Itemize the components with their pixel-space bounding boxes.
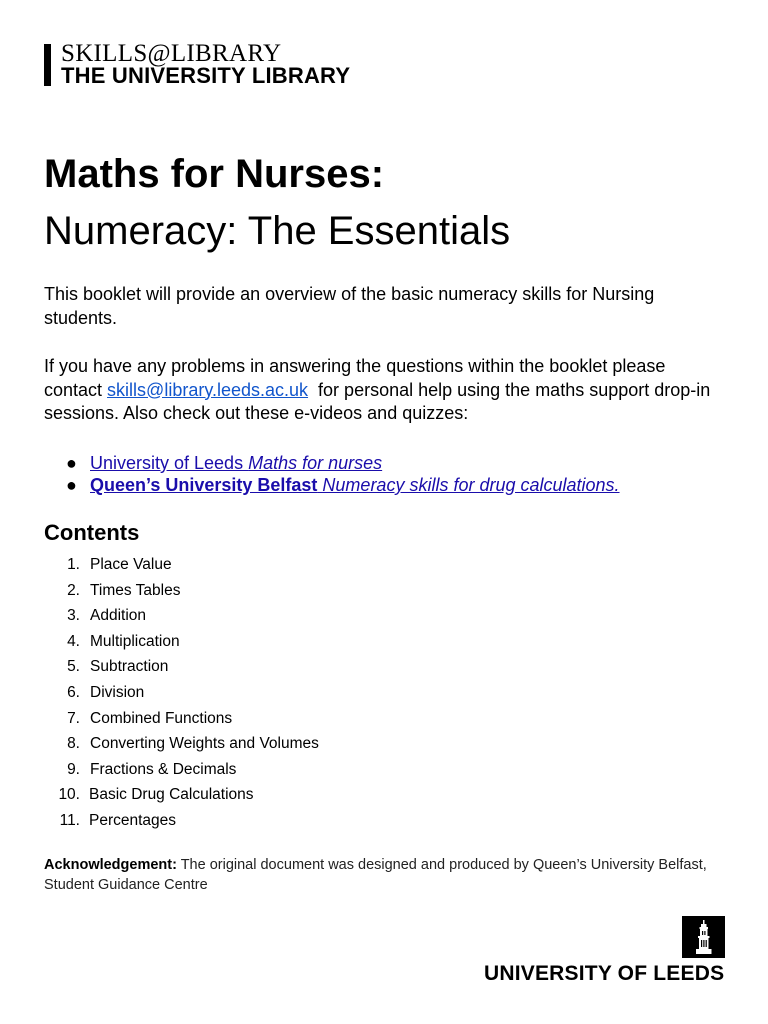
- link-title: Numeracy skills for drug calculations.: [317, 475, 620, 495]
- link-prefix: University of Leeds: [90, 453, 249, 473]
- contents-item: [44, 709, 544, 735]
- email-link[interactable]: skills@library.leeds.ac.uk: [107, 379, 309, 400]
- contents-heading: Contents: [44, 520, 140, 545]
- contents-item-number: 8.: [67, 735, 80, 753]
- contents-item-label: Multiplication: [90, 632, 180, 650]
- contact-paragraph: [44, 355, 724, 426]
- bullet-icon: ●: [66, 453, 77, 473]
- contents-item: [44, 555, 544, 581]
- contents-item-number: 2.: [67, 581, 80, 599]
- contents-item-label: Addition: [90, 607, 147, 625]
- leeds-maths-for-nurses-link[interactable]: [90, 453, 382, 473]
- contents-item-number: 9.: [67, 760, 80, 778]
- contents-item-number: 7.: [67, 709, 80, 727]
- bullet-icon: ●: [66, 475, 77, 495]
- contents-item-number: 4.: [67, 632, 80, 650]
- acknowledgement-label: Acknowledgement:: [44, 857, 177, 873]
- contents-item: [44, 632, 544, 658]
- contents-item-number: 1.: [67, 556, 80, 573]
- resource-item-qub: [44, 474, 724, 496]
- university-name: UNIVERSITY OF LEEDS: [484, 962, 725, 985]
- resource-links-list: [44, 452, 724, 496]
- contents-item-label: Converting Weights and Volumes: [90, 735, 319, 753]
- contents-item-number: 6.: [67, 683, 80, 701]
- contents-item: [44, 760, 544, 786]
- contents-item: [44, 581, 544, 607]
- contents-item-label: Combined Functions: [90, 709, 233, 727]
- page-subtitle: Numeracy: The Essentials: [44, 209, 511, 253]
- logo-line-library: THE UNIVERSITY LIBRARY: [61, 63, 351, 88]
- contents-item-number: 3.: [67, 607, 80, 625]
- qub-numeracy-link[interactable]: [90, 475, 620, 495]
- contents-list: [44, 555, 544, 837]
- logo-bar: [44, 44, 51, 86]
- contents-item: [44, 606, 544, 632]
- contents-item-label: Basic Drug Calculations: [89, 786, 254, 804]
- contact-text-after: for personal help using the maths support drop-in sessions. Also check out these e-videos and quizzes:: [44, 379, 716, 423]
- contact-text-before: If you have any problems in answering the questions within the booklet please contact: [44, 356, 666, 400]
- contents-item-label: Subtraction: [90, 658, 169, 676]
- contents-item-number: 11.: [59, 811, 80, 829]
- university-of-leeds-logo: [484, 916, 728, 986]
- contents-item: [44, 811, 544, 837]
- contents-item-number: 10.: [58, 786, 80, 804]
- contents-item-label: Place Value: [90, 556, 172, 573]
- contents-item: [44, 683, 544, 709]
- contents-item-label: Percentages: [89, 811, 177, 829]
- contents-item-label: Fractions & Decimals: [90, 760, 237, 778]
- university-crest-icon: [682, 916, 725, 958]
- contents-item-label: Times Tables: [90, 581, 181, 599]
- resource-item-leeds: [44, 452, 724, 474]
- contents-item: [44, 785, 544, 811]
- acknowledgement: [44, 856, 724, 895]
- logo-line-skills: SKILLS@LIBRARY: [61, 40, 282, 67]
- contents-item: [44, 734, 544, 760]
- intro-paragraph: This booklet will provide an overview of the basic numeracy skills for Nursing students.: [44, 284, 655, 328]
- acknowledgement-text: The original document was designed and produced by Queen’s University Belfast, Student Guidance Centre: [44, 857, 707, 893]
- link-title: Maths for nurses: [248, 453, 383, 473]
- page-title: Maths for Nurses:: [44, 152, 385, 196]
- contents-item-label: Division: [90, 683, 145, 701]
- contents-item-number: 5.: [67, 658, 80, 676]
- link-prefix: Queen’s University Belfast: [90, 475, 318, 495]
- contents-item: [44, 657, 544, 683]
